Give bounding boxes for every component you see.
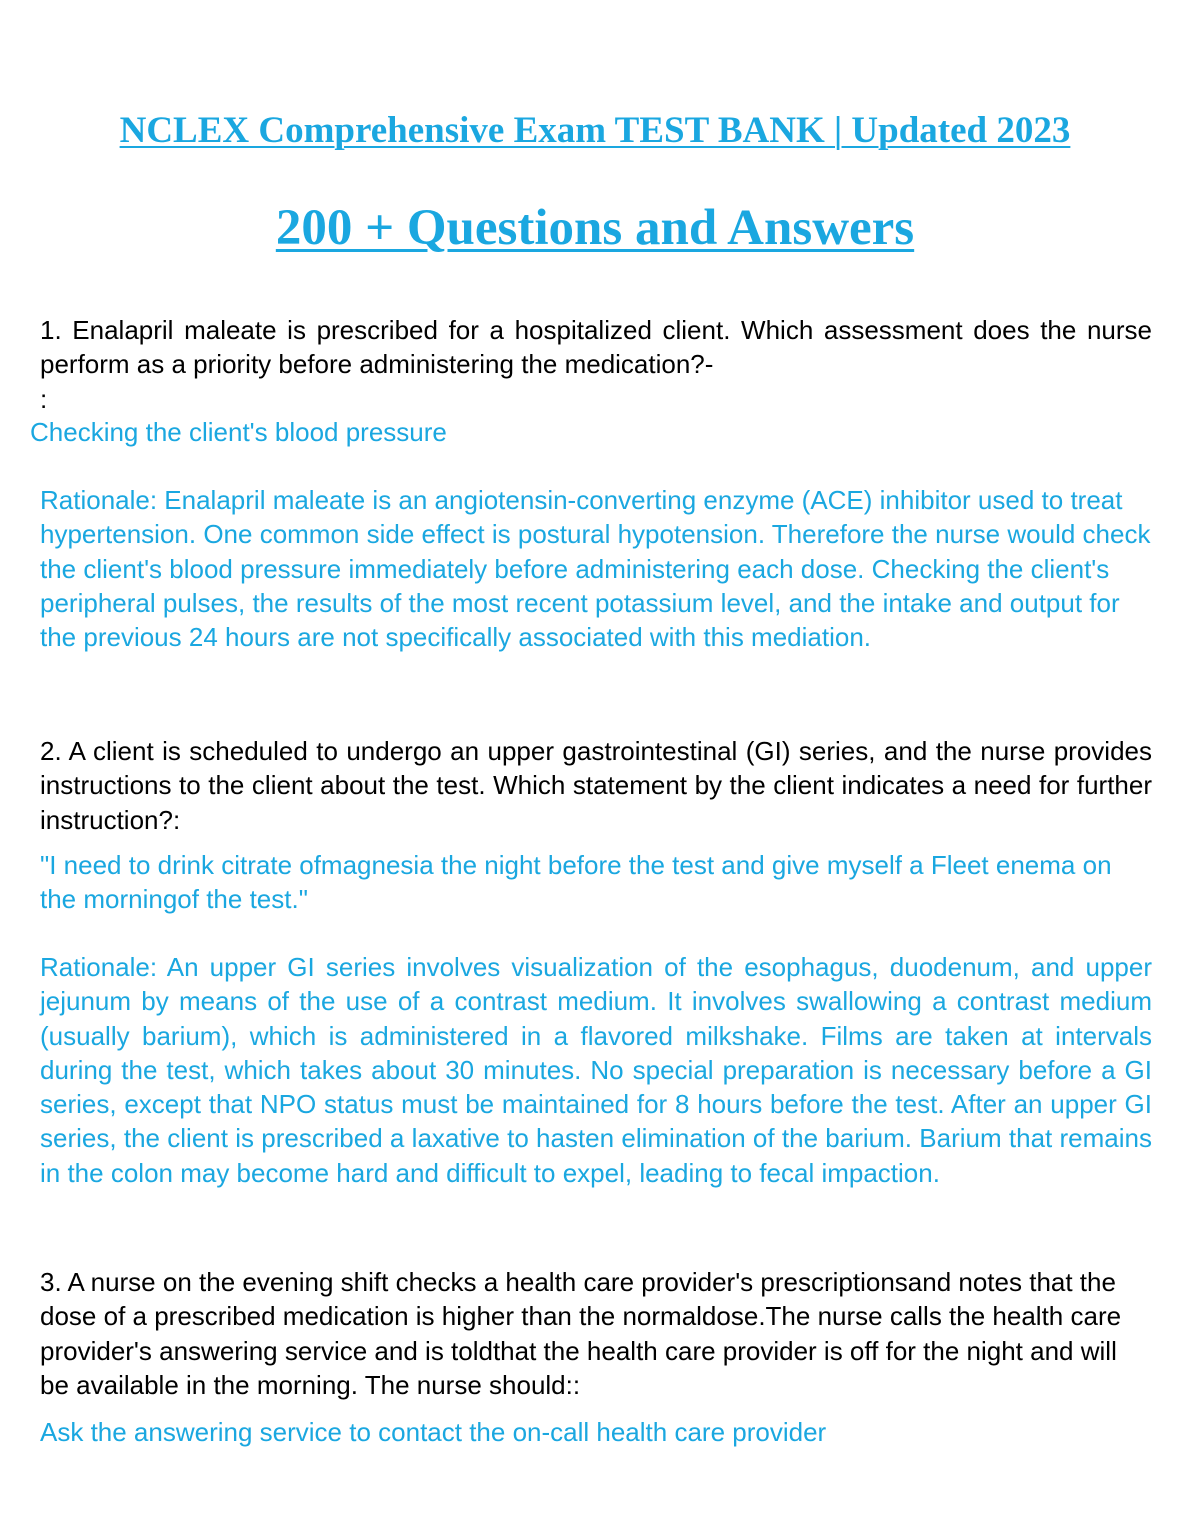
question-3-answer: Ask the answering service to contact the on-call health care provider	[40, 1417, 827, 1447]
question-3-text: 3. A nurse on the evening shift checks a health care provider's prescriptionsand notes that the dose of a prescribed medication is higher than the normaldose.The nurse calls the health care provider's answering service and is toldthat the health care provider is off for the night and will be available in the morning. The nurse should::	[40, 1267, 1122, 1400]
question-2-text: 2. A client is scheduled to undergo an upper gastrointestinal (GI) series, and the nurse provides instructions to the client about the test. Which statement by the client indicates a need for further instruction?:	[40, 736, 1152, 835]
question-2-answer: "I need to drink citrate ofmagnesia the night before the test and give myself a Fleet enema on the morningof the test."	[40, 850, 1112, 915]
question-1-suffix: :	[40, 384, 48, 414]
question-1-rationale: Rationale: Enalapril maleate is an angiotensin-converting enzyme (ACE) inhibitor used to treat hypertension. One common side effect is postural hypotension. Therefore the nurse would check the client's blood pressure immediately before administering each dose. Checking the client's peripheral pulses, the results of the most recent potassium level, and the intake and output for the previous 24 hours are not specifically associated with this mediation.	[40, 485, 1151, 653]
question-1-text: 1. Enalapril maleate is prescribed for a hospitalized client. Which assessment does the nurse perform as a priority before administering the medication?-	[40, 315, 1152, 380]
document-subtitle: 200 + Questions and Answers	[275, 200, 915, 256]
question-2-rationale: Rationale: An upper GI series involves visualization of the esophagus, duodenum, and upper jejunum by means of the use of a contrast medium. It involves swallowing a contrast medium (usually barium), which is administered in a flavored milkshake. Films are taken at intervals during the test, which takes about 30 minutes. No special preparation is necessary before a GI series, except that NPO status must be maintained for 8 hours before the test. After an upper GI series, the client is prescribed a laxative to hasten elimination of the barium. Barium that remains in the colon may become hard and difficult to expel, leading to fecal impaction.	[40, 952, 1152, 1188]
question-1-answer: Checking the client's blood pressure	[30, 417, 447, 447]
document-title: NCLEX Comprehensive Exam TEST BANK | Updated 2023	[119, 110, 1071, 151]
